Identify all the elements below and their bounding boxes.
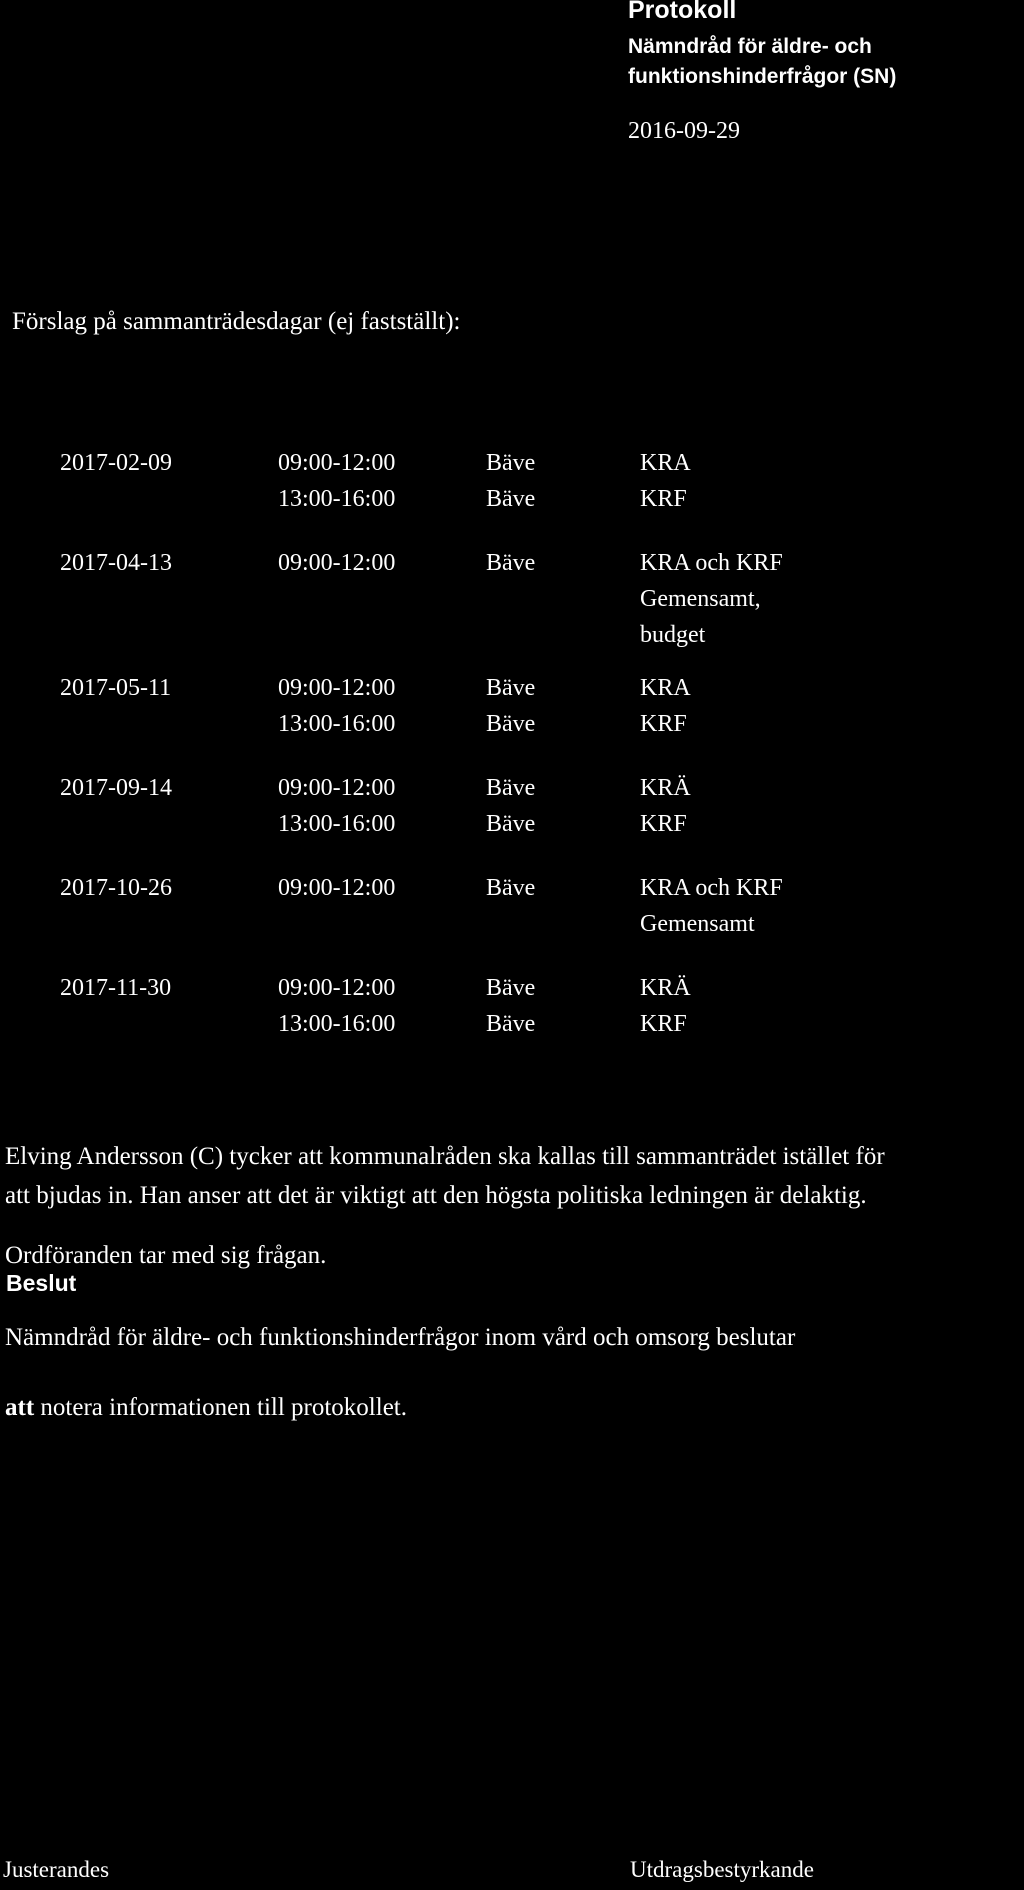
schedule-description: budget <box>640 622 706 648</box>
schedule-place: Bäve <box>486 450 536 476</box>
schedule-description: KRÄ <box>640 975 691 1001</box>
footer-justerandes: Justerandes <box>3 1857 110 1882</box>
schedule-place: Bäve <box>486 811 536 837</box>
schedule-date: 2017-05-11 <box>60 675 172 701</box>
schedule-place: Bäve <box>486 711 536 737</box>
organization-name-line-2: funktionshinderfrågor (SN) <box>628 65 897 88</box>
schedule-time: 09:00-12:00 <box>278 450 396 476</box>
decision-heading: Beslut <box>6 1270 77 1296</box>
schedule-date: 2017-04-13 <box>60 550 172 576</box>
proposal-heading: Förslag på sammanträdesdagar (ej fastställt): <box>12 308 461 335</box>
schedule-place: Bäve <box>486 486 536 512</box>
document-date: 2016-09-29 <box>628 118 740 144</box>
schedule-place: Bäve <box>486 875 536 901</box>
footer-utdragsbestyrkande: Utdragsbestyrkande <box>630 1857 814 1882</box>
schedule-description: KRF <box>640 711 687 737</box>
schedule-time: 13:00-16:00 <box>278 1011 396 1037</box>
organization-name-line-1: Nämndråd för äldre- och <box>628 35 872 58</box>
schedule-description: KRA <box>640 675 691 701</box>
schedule-time: 13:00-16:00 <box>278 711 396 737</box>
schedule-time: 13:00-16:00 <box>278 811 396 837</box>
schedule-description: KRF <box>640 811 687 837</box>
schedule-description: Gemensamt, <box>640 586 761 612</box>
paragraph-elving-line-1: Elving Andersson (C) tycker att kommunalråden ska kallas till sammanträdet istället för <box>5 1143 885 1170</box>
schedule-date: 2017-10-26 <box>60 875 172 901</box>
schedule-date: 2017-09-14 <box>60 775 172 801</box>
schedule-description: KRF <box>640 486 687 512</box>
decision-att-line <box>5 1388 407 1428</box>
schedule-date: 2017-11-30 <box>60 975 172 1001</box>
document-title: Protokoll <box>628 0 737 24</box>
schedule-description: Gemensamt <box>640 911 755 937</box>
organization-name <box>628 32 896 92</box>
schedule-description: KRA <box>640 450 691 476</box>
paragraph-chair: Ordföranden tar med sig frågan. <box>5 1242 327 1269</box>
decision-text: Nämndråd för äldre- och funktionshinderfrågor inom vård och omsorg beslutar <box>5 1324 796 1351</box>
att-word: att <box>5 1394 35 1421</box>
schedule-time: 09:00-12:00 <box>278 550 396 576</box>
schedule-place: Bäve <box>486 675 536 701</box>
att-text: notera informationen till protokollet. <box>34 1394 407 1421</box>
schedule-place: Bäve <box>486 1011 536 1037</box>
schedule-time: 13:00-16:00 <box>278 486 396 512</box>
schedule-time: 09:00-12:00 <box>278 875 396 901</box>
schedule-description: KRF <box>640 1011 687 1037</box>
schedule-date: 2017-02-09 <box>60 450 172 476</box>
schedule-place: Bäve <box>486 775 536 801</box>
schedule-place: Bäve <box>486 550 536 576</box>
schedule-time: 09:00-12:00 <box>278 775 396 801</box>
schedule-description: KRA och KRF <box>640 550 783 576</box>
schedule-time: 09:00-12:00 <box>278 975 396 1001</box>
paragraph-elving-line-2: att bjudas in. Han anser att det är viktigt att den högsta politiska ledningen är delaktig. <box>5 1182 867 1209</box>
schedule-time: 09:00-12:00 <box>278 675 396 701</box>
schedule-place: Bäve <box>486 975 536 1001</box>
schedule-description: KRÄ <box>640 775 691 801</box>
schedule-description: KRA och KRF <box>640 875 783 901</box>
